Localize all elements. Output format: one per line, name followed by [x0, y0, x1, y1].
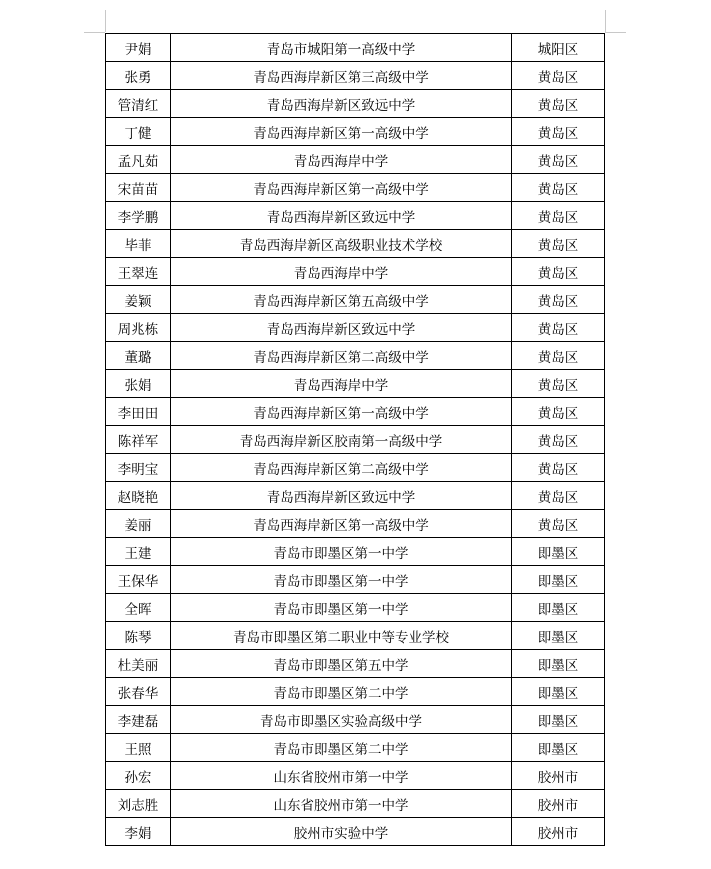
teacher-name-cell: 周兆栋: [106, 314, 171, 342]
district-cell: 即墨区: [512, 566, 605, 594]
teacher-name-cell: 丁健: [106, 118, 171, 146]
page-corner-mark-left: [105, 10, 106, 32]
district-cell: 即墨区: [512, 538, 605, 566]
district-cell: 黄岛区: [512, 146, 605, 174]
teacher-name-cell: 毕菲: [106, 230, 171, 258]
teacher-name-cell: 王建: [106, 538, 171, 566]
table-row: [106, 258, 605, 286]
district-cell: 黄岛区: [512, 118, 605, 146]
table-row: [106, 790, 605, 818]
district-cell: 黄岛区: [512, 510, 605, 538]
table-row: [106, 202, 605, 230]
district-cell: 黄岛区: [512, 202, 605, 230]
school-name-cell: 青岛西海岸新区致远中学: [171, 90, 512, 118]
district-cell: 黄岛区: [512, 62, 605, 90]
table-row: [106, 510, 605, 538]
school-name-cell: 山东省胶州市第一中学: [171, 762, 512, 790]
table-row: [106, 650, 605, 678]
teacher-name-cell: 全晖: [106, 594, 171, 622]
teacher-name-cell: 王保华: [106, 566, 171, 594]
district-cell: 黄岛区: [512, 454, 605, 482]
teacher-name-cell: 尹娟: [106, 34, 171, 62]
table-row: [106, 90, 605, 118]
table-row: [106, 370, 605, 398]
table-row: [106, 342, 605, 370]
school-name-cell: 胶州市实验中学: [171, 818, 512, 846]
teacher-name-cell: 李明宝: [106, 454, 171, 482]
school-name-cell: 青岛市城阳第一高级中学: [171, 34, 512, 62]
school-name-cell: 青岛市即墨区第二职业中等专业学校: [171, 622, 512, 650]
table-row: [106, 594, 605, 622]
district-cell: 即墨区: [512, 678, 605, 706]
district-cell: 胶州市: [512, 790, 605, 818]
school-name-cell: 青岛市即墨区第二中学: [171, 678, 512, 706]
district-cell: 黄岛区: [512, 258, 605, 286]
table-row: [106, 426, 605, 454]
school-name-cell: 青岛西海岸新区第一高级中学: [171, 398, 512, 426]
district-cell: 黄岛区: [512, 286, 605, 314]
table-row: [106, 454, 605, 482]
table-row: [106, 146, 605, 174]
district-cell: 黄岛区: [512, 398, 605, 426]
teacher-name-cell: 姜丽: [106, 510, 171, 538]
teacher-name-cell: 张勇: [106, 62, 171, 90]
table-row: [106, 706, 605, 734]
table-row: [106, 286, 605, 314]
school-name-cell: 青岛市即墨区第一中学: [171, 594, 512, 622]
table-row: [106, 762, 605, 790]
page-corner-mark-right: [605, 10, 606, 32]
school-name-cell: 青岛西海岸新区第五高级中学: [171, 286, 512, 314]
teacher-name-cell: 赵晓艳: [106, 482, 171, 510]
teacher-name-cell: 孙宏: [106, 762, 171, 790]
table-row: [106, 62, 605, 90]
school-name-cell: 青岛西海岸中学: [171, 370, 512, 398]
district-cell: 即墨区: [512, 594, 605, 622]
school-name-cell: 青岛西海岸新区第一高级中学: [171, 510, 512, 538]
school-name-cell: 青岛西海岸新区第一高级中学: [171, 174, 512, 202]
district-cell: 黄岛区: [512, 174, 605, 202]
district-cell: 胶州市: [512, 818, 605, 846]
teacher-name-cell: 王照: [106, 734, 171, 762]
teacher-name-cell: 杜美丽: [106, 650, 171, 678]
district-cell: 黄岛区: [512, 90, 605, 118]
district-cell: 城阳区: [512, 34, 605, 62]
district-cell: 黄岛区: [512, 482, 605, 510]
table-row: [106, 34, 605, 62]
school-name-cell: 青岛市即墨区第一中学: [171, 566, 512, 594]
school-name-cell: 山东省胶州市第一中学: [171, 790, 512, 818]
teacher-name-cell: 董璐: [106, 342, 171, 370]
school-name-cell: 青岛西海岸新区胶南第一高级中学: [171, 426, 512, 454]
district-cell: 黄岛区: [512, 370, 605, 398]
page-corner-mark-left-h: [84, 32, 105, 33]
school-name-cell: 青岛市即墨区第二中学: [171, 734, 512, 762]
district-cell: 即墨区: [512, 650, 605, 678]
teacher-name-cell: 陈琴: [106, 622, 171, 650]
table-row: [106, 314, 605, 342]
school-name-cell: 青岛西海岸新区第二高级中学: [171, 454, 512, 482]
table-row: [106, 678, 605, 706]
teacher-name-cell: 姜颖: [106, 286, 171, 314]
teacher-name-cell: 王翠连: [106, 258, 171, 286]
table-row: [106, 622, 605, 650]
school-name-cell: 青岛市即墨区实验高级中学: [171, 706, 512, 734]
table-row: [106, 482, 605, 510]
school-name-cell: 青岛西海岸新区致远中学: [171, 482, 512, 510]
district-cell: 胶州市: [512, 762, 605, 790]
table-row: [106, 398, 605, 426]
school-name-cell: 青岛市即墨区第一中学: [171, 538, 512, 566]
district-cell: 即墨区: [512, 706, 605, 734]
district-cell: 黄岛区: [512, 314, 605, 342]
teacher-name-cell: 管清红: [106, 90, 171, 118]
teacher-name-cell: 张娟: [106, 370, 171, 398]
district-cell: 黄岛区: [512, 342, 605, 370]
teacher-name-cell: 李娟: [106, 818, 171, 846]
district-cell: 黄岛区: [512, 426, 605, 454]
table-row: [106, 566, 605, 594]
school-name-cell: 青岛西海岸新区致远中学: [171, 314, 512, 342]
school-name-cell: 青岛西海岸新区致远中学: [171, 202, 512, 230]
district-cell: 黄岛区: [512, 230, 605, 258]
table-row: [106, 118, 605, 146]
school-name-cell: 青岛西海岸新区第一高级中学: [171, 118, 512, 146]
school-name-cell: 青岛西海岸中学: [171, 258, 512, 286]
table-row: [106, 230, 605, 258]
teacher-name-cell: 刘志胜: [106, 790, 171, 818]
table-row: [106, 174, 605, 202]
table-row: [106, 818, 605, 846]
district-cell: 即墨区: [512, 622, 605, 650]
roster-table: [105, 33, 605, 846]
school-name-cell: 青岛市即墨区第五中学: [171, 650, 512, 678]
table-row: [106, 734, 605, 762]
roster-table-body: [106, 34, 605, 846]
school-name-cell: 青岛西海岸中学: [171, 146, 512, 174]
teacher-name-cell: 陈祥军: [106, 426, 171, 454]
page-corner-mark-right-h: [605, 32, 626, 33]
teacher-name-cell: 李学鹏: [106, 202, 171, 230]
school-name-cell: 青岛西海岸新区高级职业技术学校: [171, 230, 512, 258]
teacher-name-cell: 张春华: [106, 678, 171, 706]
district-cell: 即墨区: [512, 734, 605, 762]
teacher-name-cell: 李田田: [106, 398, 171, 426]
teacher-name-cell: 宋苗苗: [106, 174, 171, 202]
teacher-name-cell: 李建磊: [106, 706, 171, 734]
table-row: [106, 538, 605, 566]
school-name-cell: 青岛西海岸新区第二高级中学: [171, 342, 512, 370]
school-name-cell: 青岛西海岸新区第三高级中学: [171, 62, 512, 90]
teacher-name-cell: 孟凡茹: [106, 146, 171, 174]
